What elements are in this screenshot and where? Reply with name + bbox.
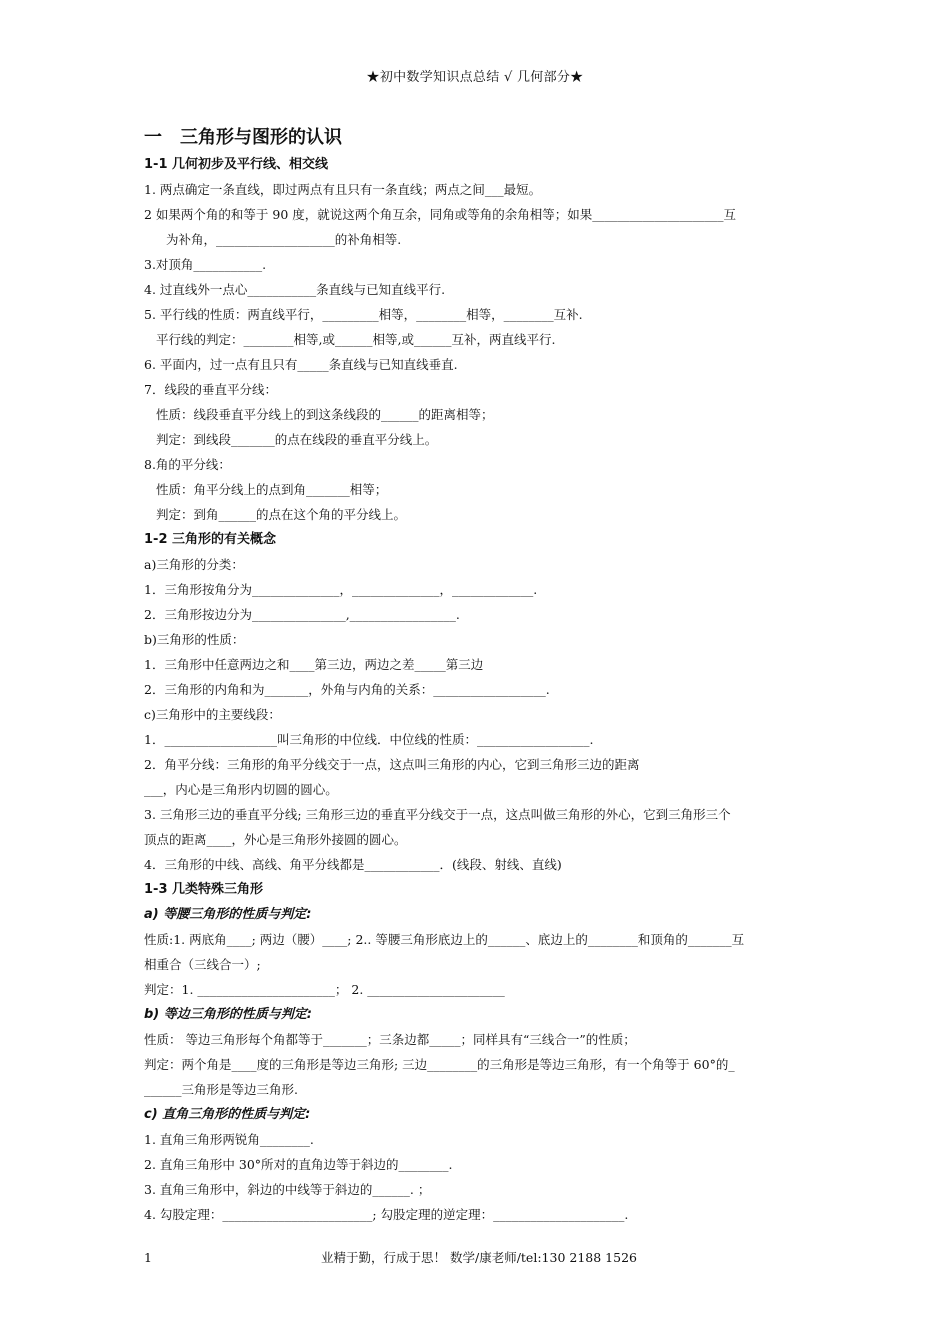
subsection-heading: 1-3 几类特殊三角形 bbox=[144, 882, 264, 897]
subsection-heading: 1-1 几何初步及平行线、相交线 bbox=[144, 157, 329, 172]
topic-heading: c) 直角三角形的性质与判定: bbox=[144, 1107, 311, 1122]
text-line: 5. 平行线的性质：两直线平行，_________相等，________相等，________互补. bbox=[144, 307, 583, 322]
text-line: 平行线的判定：________相等,或______相等,或______互补，两直线平行. bbox=[156, 332, 556, 347]
text-line: a)三角形的分类： bbox=[144, 557, 244, 572]
text-line: 2. 直角三角形中 30°所对的直角边等于斜边的________. bbox=[144, 1157, 453, 1172]
text-line: 相重合（三线合一）; bbox=[144, 957, 261, 972]
text-line: 4. 过直线外一点心___________条直线与已知直线平行. bbox=[144, 282, 446, 297]
text-line: 2．三角形按边分为_______________,_________________. bbox=[144, 607, 460, 622]
subsection-heading: 1-2 三角形的有关概念 bbox=[144, 532, 277, 547]
page-footer bbox=[144, 1248, 814, 1268]
text-line: 1. 两点确定一条直线，即过两点有且只有一条直线；两点之间___最短。 bbox=[144, 182, 542, 197]
topic-heading: b) 等边三角形的性质与判定: bbox=[144, 1007, 312, 1022]
page-header: ★初中数学知识点总结 √ 几何部分★ bbox=[366, 70, 584, 85]
text-line: 判定：1. ______________________； 2. ______________________ bbox=[144, 982, 505, 997]
text-line: 3. 三角形三边的垂直平分线; 三角形三边的垂直平分线交于一点，这点叫做三角形的外心，它到三角形三个 bbox=[144, 807, 731, 822]
text-line: 为补角，___________________的补角相等. bbox=[166, 232, 402, 247]
content-lines bbox=[144, 152, 814, 1227]
text-line: 性质：角平分线上的点到角_______相等； bbox=[156, 482, 388, 497]
text-line: c)三角形中的主要线段： bbox=[144, 707, 281, 722]
text-line: ______三角形是等边三角形. bbox=[144, 1082, 298, 1097]
text-line: 1．三角形按角分为______________，______________，_____________. bbox=[144, 582, 538, 597]
text-line: 4．三角形的中线、高线、角平分线都是____________．(线段、射线、直线) bbox=[144, 857, 562, 872]
text-line: 4. 勾股定理：________________________; 勾股定理的逆定理：_____________________. bbox=[144, 1207, 629, 1222]
text-line: 性质:1. 两底角____; 两边（腰）____; 2.. 等腰三角形底边上的______、底边上的________和顶角的_______互 bbox=[144, 932, 745, 947]
text-line: 判定：到线段_______的点在线段的垂直平分线上。 bbox=[156, 432, 438, 447]
text-line: 3. 直角三角形中，斜边的中线等于斜边的______. ； bbox=[144, 1182, 431, 1197]
text-line: 2．角平分线：三角形的角平分线交于一点，这点叫三角形的内心，它到三角形三边的距离 bbox=[144, 757, 640, 772]
text-line: 1．__________________叫三角形的中位线．中位线的性质：__________________. bbox=[144, 732, 594, 747]
text-line: ___，内心是三角形内切圆的圆心。 bbox=[144, 782, 338, 797]
text-line: 2 如果两个角的和等于 90 度，就说这两个角互余，同角或等角的余角相等；如果_____________________互 bbox=[144, 207, 737, 222]
text-line: 6. 平面内，过一点有且只有_____条直线与已知直线垂直. bbox=[144, 357, 458, 372]
text-line: 判定：两个角是____度的三角形是等边三角形; 三边________的三角形是等边三角形，有一个角等于 60°的_ bbox=[144, 1057, 735, 1072]
text-line: 7．线段的垂直平分线： bbox=[144, 382, 277, 397]
topic-heading: a) 等腰三角形的性质与判定: bbox=[144, 907, 312, 922]
footer-text: 业精于勤，行成于思！ 数学/康老师/tel:130 2188 1526 bbox=[321, 1250, 637, 1265]
section-title: 一 三角形与图形的认识 bbox=[144, 127, 342, 148]
document-body bbox=[144, 124, 814, 1227]
page-number: 1 bbox=[144, 1250, 152, 1265]
text-line: b)三角形的性质： bbox=[144, 632, 245, 647]
text-line: 3.对顶角___________. bbox=[144, 257, 267, 272]
text-line: 1. 直角三角形两锐角________. bbox=[144, 1132, 314, 1147]
text-line: 8.角的平分线： bbox=[144, 457, 231, 472]
text-line: 性质： 等边三角形每个角都等于_______；三条边都_____；同样具有“三线合一”的性质； bbox=[144, 1032, 636, 1047]
text-line: 顶点的距离____，外心是三角形外接圆的圆心。 bbox=[144, 832, 407, 847]
text-line: 1．三角形中任意两边之和____第三边，两边之差_____第三边 bbox=[144, 657, 484, 672]
text-line: 2．三角形的内角和为_______，外角与内角的关系：__________________. bbox=[144, 682, 550, 697]
text-line: 性质：线段垂直平分线上的到这条线段的______的距离相等； bbox=[156, 407, 494, 422]
text-line: 判定：到角______的点在这个角的平分线上。 bbox=[156, 507, 407, 522]
